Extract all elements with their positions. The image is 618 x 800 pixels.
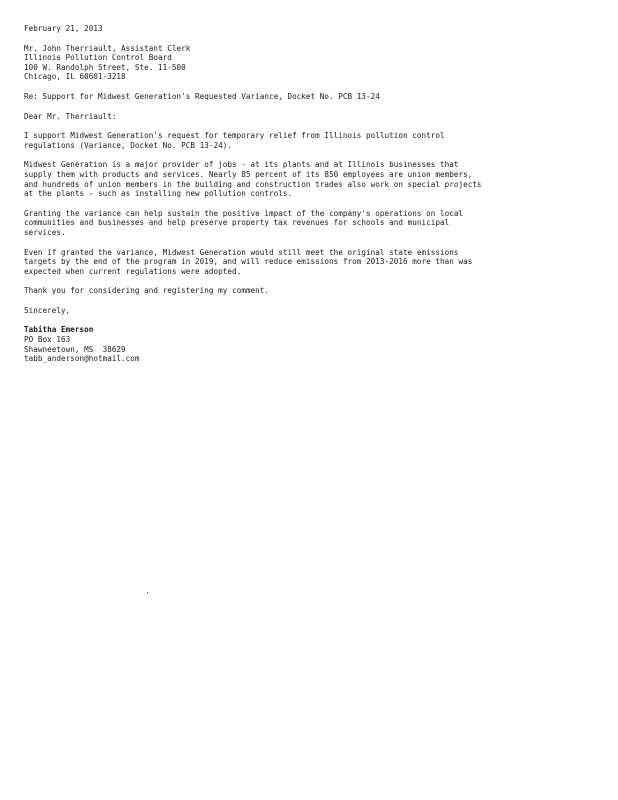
paragraph-line: services.	[24, 227, 66, 237]
recipient-line: Mr. John Therriault, Assistant Clerk	[24, 43, 191, 53]
letter-page	[24, 24, 594, 364]
closing-text: Sincerely,	[24, 305, 71, 315]
paragraph-line: Even if granted the variance, Midwest Generation would still meet the original state emissions	[24, 247, 459, 257]
paragraph-line: expected when current regulations were adopted.	[24, 266, 242, 276]
paragraph-line: and hundreds of union members in the building and construction trades also work on special projects	[24, 179, 482, 189]
signer-address-line: Shawneetown, MS 38629	[24, 344, 126, 354]
subject-line	[24, 92, 594, 102]
paragraph-line: communities and businesses and help preserve property tax revenues for schools and municipal	[24, 218, 450, 228]
salutation	[24, 112, 594, 122]
salutation-text: Dear Mr. Therriault:	[24, 111, 117, 121]
body-paragraph-4	[24, 248, 594, 277]
recipient-line: Illinois Pollution Control Board	[24, 53, 172, 63]
paragraph-line: Granting the variance can help sustain the positive impact of the company's operations on local	[24, 208, 464, 218]
paragraph-line: I support Midwest Generation's request for temporary relief from Illinois pollution control	[24, 131, 445, 141]
closing	[24, 306, 594, 316]
recipient-line: 100 W. Randolph Street, Ste. 11-500	[24, 62, 186, 72]
paragraph-line: Thank you for considering and registering my comment.	[24, 286, 269, 296]
paragraph-line: targets by the end of the program in 2019, and will reduce emissions from 2013-2016 more than was	[24, 257, 473, 267]
letter-date	[24, 24, 594, 34]
body-paragraph-2	[24, 160, 594, 198]
recipient-line: Chicago, IL 60601-3218	[24, 72, 126, 82]
paragraph-line: at the plants - such as installing new pollution controls.	[24, 189, 293, 199]
paragraph-line: supply them with products and services. Nearly 85 percent of its 850 employees are union members,	[24, 169, 473, 179]
scan-speck	[147, 592, 148, 593]
paragraph-line: Midwest Generation is a major provider of jobs - at its plants and at Illinois businesses that	[24, 160, 459, 170]
body-paragraph-5	[24, 286, 594, 296]
signer-address-line: PO Box 163	[24, 335, 71, 345]
date-text: February 21, 2013	[24, 24, 103, 33]
paragraph-line: regulations (Variance, Docket No. PCB 13-24).	[24, 140, 232, 150]
body-paragraph-3	[24, 209, 594, 238]
signature-block	[24, 325, 594, 363]
subject-text: Re: Support for Midwest Generation's Requested Variance, Docket No. PCB 13-24	[24, 91, 380, 101]
recipient-address	[24, 44, 594, 82]
signer-name: Tabitha Emerson	[24, 325, 94, 335]
signer-email: tabb_anderson@hotmail.com	[24, 354, 140, 364]
body-paragraph-1	[24, 131, 594, 150]
